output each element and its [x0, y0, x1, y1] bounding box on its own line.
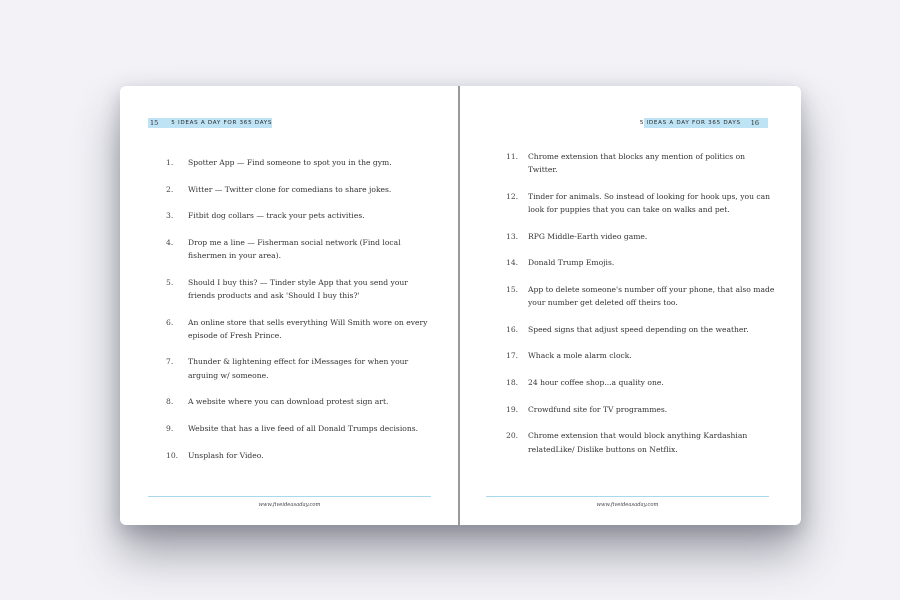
open-book-spread [120, 86, 801, 525]
item-text: 24 hour coffee shop...a quality one. [528, 378, 664, 388]
list-item [166, 236, 436, 263]
list-item [166, 422, 436, 435]
running-head-right [639, 118, 768, 128]
item-number: 12. [506, 191, 519, 201]
list-item [506, 150, 776, 177]
list-item [506, 230, 776, 243]
list-item [166, 183, 436, 196]
item-number: 10. [166, 450, 179, 460]
list-item [506, 349, 776, 362]
item-text: Spotter App — Find someone to spot you in the gym. [188, 158, 392, 167]
item-number: 4. [166, 237, 174, 247]
list-item [506, 376, 776, 389]
ideas-list-right [506, 150, 776, 469]
item-text: Chrome extension that would block anything Kardashian relatedLike/ Dislike buttons on Netflix. [528, 431, 748, 454]
item-number: 7. [166, 357, 174, 367]
footer-url: www.fiveideasaday.com [258, 502, 321, 508]
footer-url: www.fiveideasaday.com [596, 502, 659, 508]
item-number: 16. [506, 324, 519, 334]
list-item [166, 316, 436, 343]
page-number: 15 [150, 119, 159, 127]
item-number: 9. [166, 423, 174, 433]
item-number: 13. [506, 231, 519, 241]
item-text: App to delete someone's number off your phone, that also made your number get deleted off theirs too. [528, 284, 775, 308]
item-text: Website that has a live feed of all Donald Trumps decisions. [188, 423, 419, 433]
item-text: Thunder & lightening effect for iMessages for when your arguing w/ someone. [188, 357, 409, 380]
item-text: A website where you can download protest sign art. [188, 397, 389, 407]
list-item [506, 323, 776, 336]
list-item [506, 403, 776, 416]
item-text: Fitbit dog collars — track your pets activities. [188, 211, 365, 221]
list-item [166, 156, 436, 169]
list-item [506, 256, 776, 269]
list-item [506, 190, 776, 217]
right-page [460, 86, 801, 525]
item-number: 6. [166, 317, 174, 327]
item-number: 18. [506, 378, 519, 388]
item-text: An online store that sells everything Will Smith wore on every episode of Fresh Prince. [188, 317, 428, 340]
list-item [166, 395, 436, 408]
item-number: 19. [506, 404, 519, 414]
item-number: 20. [506, 431, 519, 441]
list-item [506, 429, 776, 456]
footer-divider [486, 496, 769, 497]
item-text: Speed signs that adjust speed depending on the weather. [528, 324, 749, 334]
list-item [166, 276, 436, 303]
list-item [166, 449, 436, 462]
page-number: 16 [750, 119, 759, 127]
item-number: 8. [166, 397, 174, 407]
item-number: 17. [506, 351, 519, 361]
list-item [506, 283, 776, 310]
left-page [120, 86, 458, 525]
footer-divider [148, 496, 431, 497]
item-text: Donald Trump Emojis. [528, 258, 615, 268]
item-number: 15. [506, 284, 519, 294]
list-item [166, 209, 436, 222]
running-head-title: 5 IDEAS A DAY FOR 365 DAYS [639, 120, 741, 126]
item-number: 2. [166, 184, 174, 194]
item-text: Whack a mole alarm clock. [528, 351, 632, 361]
item-number: 5. [166, 277, 174, 287]
running-head-left [148, 118, 272, 128]
item-text: Should I buy this? — Tinder style App that you send your friends products and ask 'Should I buy this?' [188, 277, 408, 300]
ideas-list-left [166, 156, 436, 475]
item-text: Chrome extension that blocks any mention of politics on Twitter. [528, 152, 746, 175]
item-text: Unsplash for Video. [188, 450, 264, 460]
item-number: 1. [166, 158, 174, 167]
list-item [166, 355, 436, 382]
item-number: 3. [166, 211, 174, 221]
item-text: RPG Middle-Earth video game. [528, 231, 648, 241]
item-number: 14. [506, 258, 519, 268]
item-number: 11. [506, 152, 519, 161]
item-text: Tinder for animals. So instead of looking for hook ups, you can look for puppies that you can take on walks and pet. [528, 191, 771, 215]
item-text: Witter — Twitter clone for comedians to share jokes. [188, 184, 392, 194]
item-text: Crowdfund site for TV programmes. [528, 404, 668, 414]
item-text: Drop me a line — Fisherman social network (Find local fishermen in your area). [188, 237, 401, 261]
running-head-title: 5 IDEAS A DAY FOR 365 DAYS [171, 120, 273, 126]
